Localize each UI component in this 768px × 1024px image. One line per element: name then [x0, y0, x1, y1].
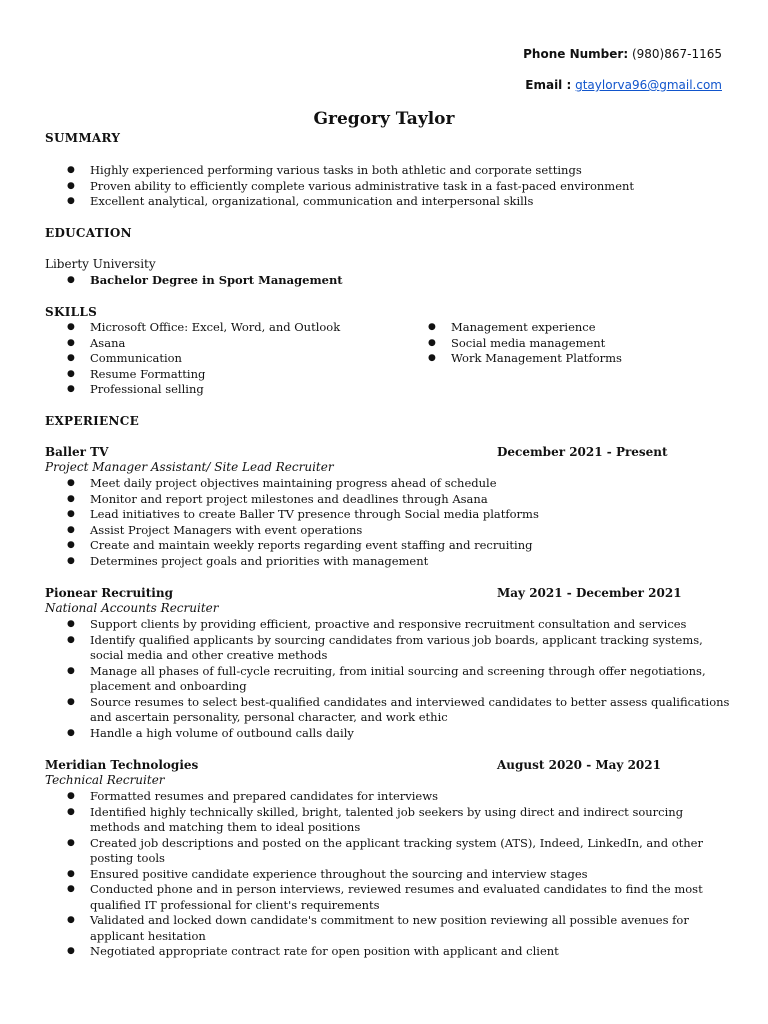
job-duties-list [45, 476, 735, 569]
list-item: ● Negotiated appropriate contract rate for open position with applicant and client [45, 944, 735, 960]
list-item: ● Conducted phone and in person interviews, reviewed resumes and evaluated candidates to find the most qualified IT professional for client's requirements [45, 882, 735, 913]
education-list [45, 273, 735, 289]
list-item: ● Support clients by providing efficient, proactive and responsive recruitment consultation and services [45, 617, 735, 633]
list-item: ● Determines project goals and priorities with management [45, 554, 735, 570]
list-item: ● Lead initiatives to create Baller TV presence through Social media platforms [45, 507, 735, 523]
skills-heading: SKILLS [45, 305, 98, 319]
email-line [525, 78, 722, 92]
job-role: Project Manager Assistant/ Site Lead Recruiter [45, 460, 334, 474]
list-item: ● Social media management [406, 336, 736, 352]
list-item: ● Validated and locked down candidate's commitment to new position reviewing all possible avenues for applicant hesitation [45, 913, 735, 944]
list-item: ● Identify qualified applicants by sourcing candidates from various job boards, applicant tracking systems, social media and other creative methods [45, 633, 735, 664]
list-item: ● Asana [45, 336, 405, 352]
skills-list-right [406, 320, 736, 367]
list-item: ● Handle a high volume of outbound calls daily [45, 726, 735, 742]
list-item: ● Source resumes to select best-qualified candidates and interviewed candidates to better assess qualifications and ascertain personality, personal character, and work ethic [45, 695, 735, 726]
list-item: ● Created job descriptions and posted on the applicant tracking system (ATS), Indeed, LinkedIn, and other posting tools [45, 836, 735, 867]
list-item: ● Resume Formatting [45, 367, 405, 383]
list-item: ● Formatted resumes and prepared candidates for interviews [45, 789, 735, 805]
job-company: Meridian Technologies [45, 758, 199, 772]
skills-list-left [45, 320, 405, 398]
list-item: ● Manage all phases of full-cycle recruiting, from initial sourcing and screening through offer negotiations, placement and onboarding [45, 664, 735, 695]
phone-number: (980)867-1165 [631, 47, 722, 61]
list-item: ● Assist Project Managers with event operations [45, 523, 735, 539]
job-company: Pionear Recruiting [45, 586, 173, 600]
summary-list [45, 163, 735, 210]
list-item: ● Meet daily project objectives maintaining progress ahead of schedule [45, 476, 735, 492]
list-item: ● Proven ability to efficiently complete various administrative task in a fast-paced environment [45, 179, 735, 195]
list-item: ● Work Management Platforms [406, 351, 736, 367]
education-heading: EDUCATION [45, 226, 132, 240]
candidate-name: Gregory Taylor [313, 109, 455, 129]
list-item: ● Identified highly technically skilled, bright, talented job seekers by using direct and indirect sourcing methods and matching them to ideal positions [45, 805, 735, 836]
school-name: Liberty University [45, 257, 156, 271]
email-link[interactable]: gtaylorva96@gmail.com [575, 78, 722, 92]
job-dates: August 2020 - May 2021 [497, 758, 661, 772]
list-item: ● Microsoft Office: Excel, Word, and Outlook [45, 320, 405, 336]
list-item: ● Excellent analytical, organizational, communication and interpersonal skills [45, 194, 735, 210]
phone-line [523, 47, 722, 61]
job-dates: December 2021 - Present [497, 445, 668, 459]
degree: ● Bachelor Degree in Sport Management [45, 273, 735, 289]
list-item: ● Management experience [406, 320, 736, 336]
list-item: ● Monitor and report project milestones and deadlines through Asana [45, 492, 735, 508]
phone-label: Phone Number: [523, 47, 629, 61]
job-duties-list [45, 789, 735, 960]
summary-heading: SUMMARY [45, 131, 121, 145]
list-item: ● Communication [45, 351, 405, 367]
experience-heading: EXPERIENCE [45, 414, 140, 428]
list-item: ● Professional selling [45, 382, 405, 398]
list-item: ● Create and maintain weekly reports regarding event staffing and recruiting [45, 538, 735, 554]
job-role: Technical Recruiter [45, 773, 165, 787]
email-label: Email : [525, 78, 572, 92]
job-company: Baller TV [45, 445, 109, 459]
list-item: ● Ensured positive candidate experience throughout the sourcing and interview stages [45, 867, 735, 883]
list-item: ● Highly experienced performing various tasks in both athletic and corporate settings [45, 163, 735, 179]
job-dates: May 2021 - December 2021 [497, 586, 682, 600]
job-duties-list [45, 617, 735, 741]
job-role: National Accounts Recruiter [45, 601, 219, 615]
